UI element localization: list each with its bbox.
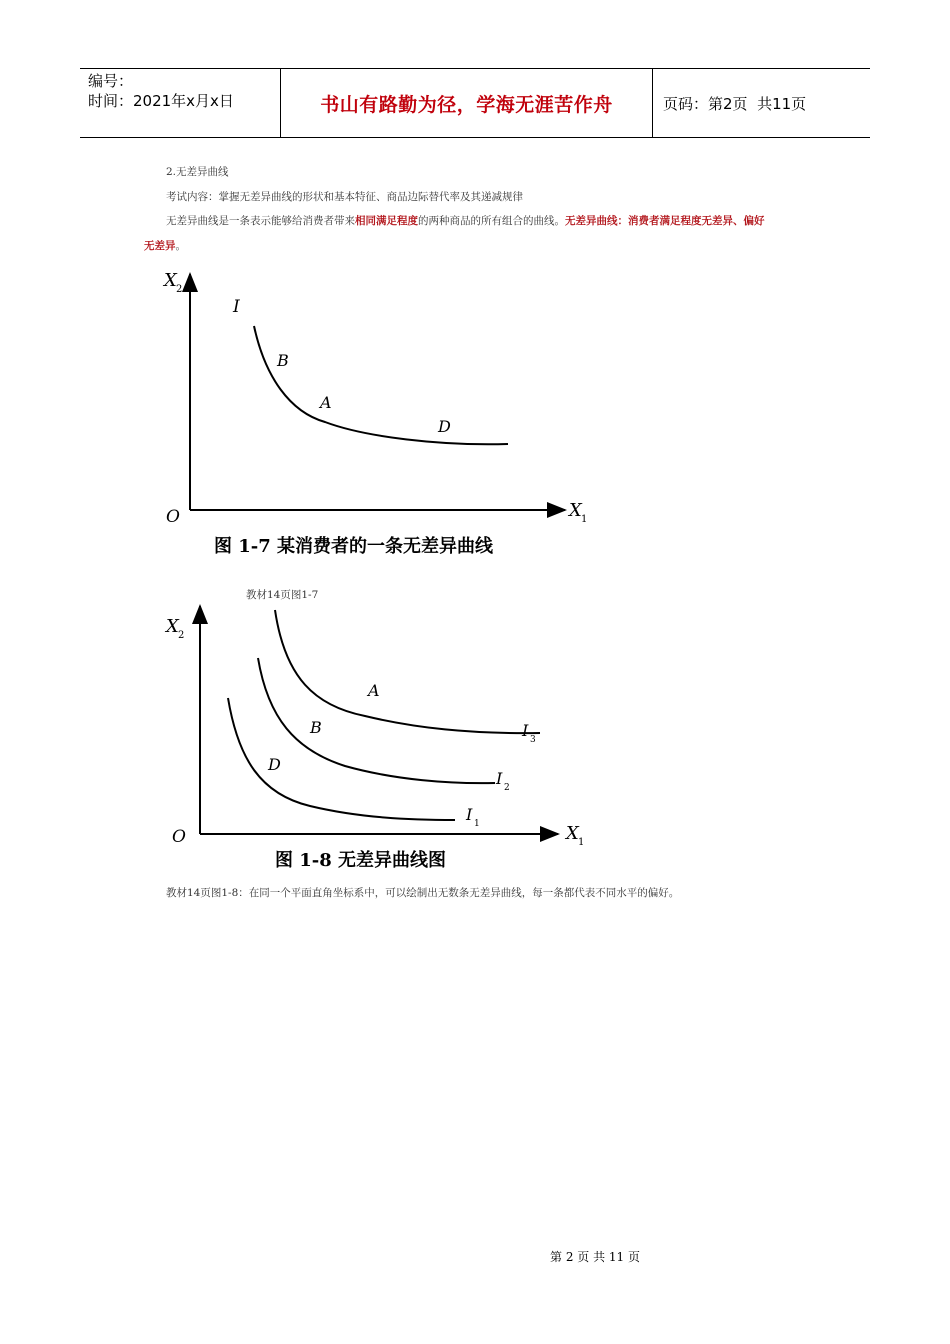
definition-end: 。 <box>175 240 186 252</box>
fig1-point-d: D <box>438 417 451 436</box>
fig2-caption: 图 1-8 无差异曲线图 <box>275 850 447 871</box>
fig2-curve-i2-label: I <box>496 769 503 788</box>
doc-number-label: 编号： <box>88 72 134 90</box>
fig1-y-sub: 2 <box>176 284 183 295</box>
fig1-indifference-curve <box>254 326 508 444</box>
page-header <box>80 68 870 138</box>
fig1-origin: O <box>166 507 180 527</box>
fig2-origin: O <box>172 827 186 847</box>
figure-1-8 <box>150 598 610 883</box>
definition-red-line2: 无差异 <box>144 240 176 252</box>
definition-highlight: 相同满足程度 <box>355 215 418 227</box>
fig1-source: 教材14页图1-7 <box>246 589 319 601</box>
fig2-curve-i3-label: I <box>522 721 529 740</box>
exam-content: 考试内容：掌握无差异曲线的形状和基本特征、商品边际替代率及其递减规律 <box>166 191 523 203</box>
fig1-point-a: A <box>320 393 332 412</box>
fig2-y-sub: 2 <box>178 630 185 641</box>
fig2-x-label: X <box>566 823 579 844</box>
fig2-curve-i1-label: I <box>466 805 473 824</box>
definition-line-2 <box>144 239 186 253</box>
fig2-curve-i1-sub: 1 <box>474 819 480 829</box>
fig2-point-b: B <box>310 718 322 737</box>
header-page-label: 页码：第2页 共11页 <box>663 94 807 113</box>
definition-red-tail: 无差异曲线：消费者满足程度无差异、偏好 <box>565 215 765 227</box>
fig2-y-label: X <box>166 616 179 637</box>
fig2-x-sub: 1 <box>578 837 585 848</box>
fig1-y-label: X <box>164 270 177 291</box>
fig1-curve-label: I <box>233 297 240 317</box>
fig2-note: 教材14页图1-8：在同一个平面直角坐标系中，可以绘制出无数条无差异曲线，每一条都代表不同水平的偏好。 <box>166 887 680 899</box>
fig2-curve-i1 <box>228 698 455 820</box>
doc-date-label: 时间：2021年x月x日 <box>88 92 234 110</box>
header-motto: 书山有路勤为径，学海无涯苦作舟 <box>281 69 653 137</box>
header-meta <box>80 69 281 137</box>
definition-prefix: 无差异曲线是一条表示能够给消费者带来 <box>166 215 355 227</box>
fig2-point-a: A <box>368 681 380 700</box>
section-title: 2.无差异曲线 <box>166 166 229 178</box>
fig2-curve-i3-sub: 3 <box>530 735 536 745</box>
fig2-curve-i2 <box>258 658 495 783</box>
figure-1-7 <box>150 262 610 567</box>
fig1-point-b: B <box>277 351 289 370</box>
definition-suffix: 的两种商品的所有组合的曲线。 <box>418 215 565 227</box>
definition-line <box>166 214 765 228</box>
fig2-curve-i2-sub: 2 <box>504 783 510 793</box>
page-footer: 第 2 页 共 11 页 <box>550 1250 640 1264</box>
fig2-point-d: D <box>268 755 281 774</box>
fig1-caption: 图 1-7 某消费者的一条无差异曲线 <box>214 536 494 557</box>
fig1-x-sub: 1 <box>581 514 588 525</box>
fig2-curve-i3 <box>275 610 540 733</box>
fig1-x-label: X <box>569 500 582 521</box>
header-page-info <box>653 69 870 137</box>
